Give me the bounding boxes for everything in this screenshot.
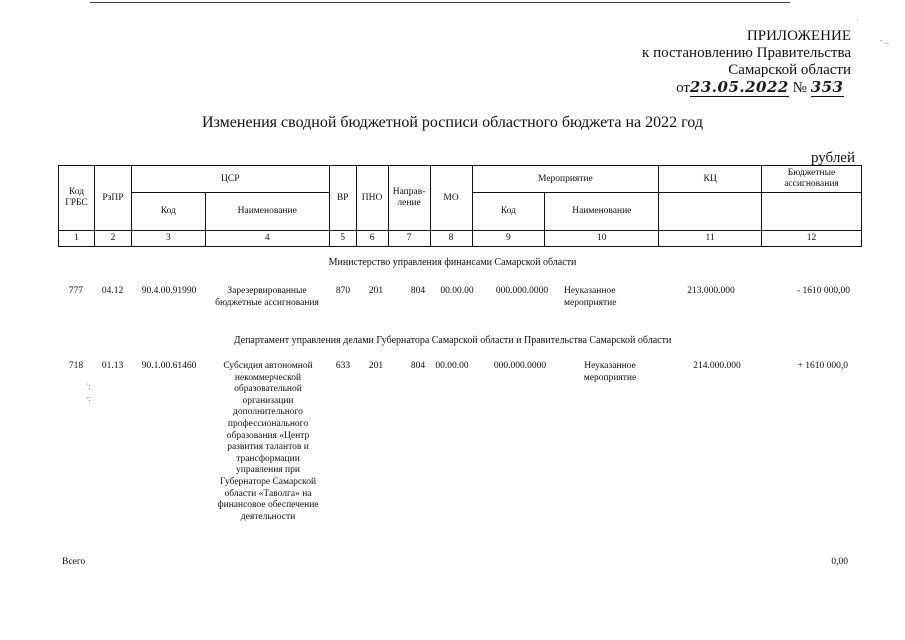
hdr-num-1: 1	[59, 231, 95, 247]
hdr-kc-empty	[659, 193, 762, 231]
hdr-meropr-name: Наименование	[545, 193, 659, 231]
row2-grbs: 718	[68, 361, 84, 371]
row1-meropr-code: 000.000.0000	[495, 286, 549, 296]
scan-speck-4: - _	[880, 36, 889, 45]
row1-rzpr: 04.12	[101, 286, 124, 296]
appendix-title: ПРИЛОЖЕНИЕ	[746, 28, 851, 44]
row2-vr: 633	[335, 361, 351, 371]
hdr-meropr: Мероприятие	[472, 166, 659, 193]
appendix-block	[642, 28, 851, 97]
row2-napr: 804	[410, 361, 426, 371]
section-2-title: Департамент управления делами Губернатора Самарской области и Правительства Самарской области	[233, 335, 672, 346]
scan-speck-2: ·:	[86, 394, 91, 403]
hdr-vr: ВР	[329, 166, 356, 231]
hdr-csr-kod: Код	[131, 193, 205, 231]
hdr-num-12: 12	[762, 231, 862, 247]
number-prefix: №	[792, 80, 807, 96]
section-1-title: Министерство управления финансами Самарской области	[328, 257, 577, 268]
scan-speck: ˙:	[86, 382, 91, 391]
date-prefix: от	[676, 80, 690, 96]
row1-grbs: 777	[68, 286, 84, 296]
hdr-pno: ПНО	[356, 166, 388, 231]
header-table	[58, 165, 862, 247]
hdr-csr: ЦСР	[131, 166, 329, 193]
appendix-line1: к постановлению Правительства	[642, 45, 851, 61]
row1-csr-name: Зарезервированные бюджетные ассигнования	[215, 286, 319, 308]
hdr-num-2: 2	[94, 231, 131, 247]
row1-mo: 00.00.00	[440, 286, 474, 296]
scan-edge-line	[90, 2, 790, 3]
appendix-date-number	[642, 79, 851, 97]
hdr-num-10: 10	[545, 231, 659, 247]
row2-meropr-name: Неуказанное мероприятие	[583, 361, 637, 383]
hdr-meropr-kod: Код	[472, 193, 545, 231]
hdr-kc: КЦ	[659, 166, 762, 193]
hdr-rzpr: РзПР	[94, 166, 131, 231]
hdr-mo: МО	[430, 166, 472, 231]
hdr-num-5: 5	[329, 231, 356, 247]
row2-csr-name: Субсидия автономной некоммерческой образовательной организации дополнительного профессионального образования «Центр развития талантов и трансформации управления при Губернаторе Самарской области «Таволга» на финансовое обеспечение деятельности	[217, 361, 319, 522]
hdr-num-3: 3	[131, 231, 205, 247]
hdr-num-4: 4	[205, 231, 329, 247]
scan-speck-3: ˒	[856, 14, 859, 23]
handwritten-date: 23.05.2022	[689, 78, 789, 96]
hdr-kod-grbs: Код ГРБС	[59, 166, 95, 231]
hdr-num-7: 7	[388, 231, 430, 247]
appendix-line2: Самарской области	[728, 62, 851, 78]
row2-pno: 201	[368, 361, 384, 371]
row2-meropr-code: 000.000.0000	[493, 361, 547, 371]
hdr-napr: Направ-ление	[388, 166, 430, 231]
hdr-num-8: 8	[430, 231, 472, 247]
row2-mo: 00.00.00	[435, 361, 469, 371]
hdr-num-11: 11	[659, 231, 762, 247]
hdr-num-9: 9	[472, 231, 545, 247]
row2-rzpr: 01.13	[101, 361, 124, 371]
row1-napr: 804	[410, 286, 426, 296]
row1-amount: - 1610 000,00	[796, 286, 850, 296]
row1-meropr-name: Неуказанное мероприятие	[564, 286, 617, 308]
units-label: рублей	[810, 150, 855, 166]
row2-amount: + 1610 000,0	[797, 361, 848, 371]
total-label: Всего	[62, 557, 86, 567]
hdr-assign: Бюджетные ассигнования	[762, 166, 862, 193]
row1-pno: 201	[368, 286, 384, 296]
row1-kc: 213.000.000	[687, 286, 735, 296]
handwritten-number: 353	[810, 78, 844, 96]
row1-vr: 870	[335, 286, 351, 296]
row2-kc: 214.000.000	[693, 361, 741, 371]
row2-csr-code: 90.1.00.61460	[141, 361, 197, 371]
hdr-csr-name: Наименование	[205, 193, 329, 231]
hdr-num-6: 6	[356, 231, 388, 247]
document-title: Изменения сводной бюджетной росписи областного бюджета на 2022 год	[202, 114, 703, 131]
row1-csr-code: 90.4.00.91990	[141, 286, 197, 296]
total-value: 0,00	[831, 557, 848, 567]
hdr-assign-empty	[762, 193, 862, 231]
